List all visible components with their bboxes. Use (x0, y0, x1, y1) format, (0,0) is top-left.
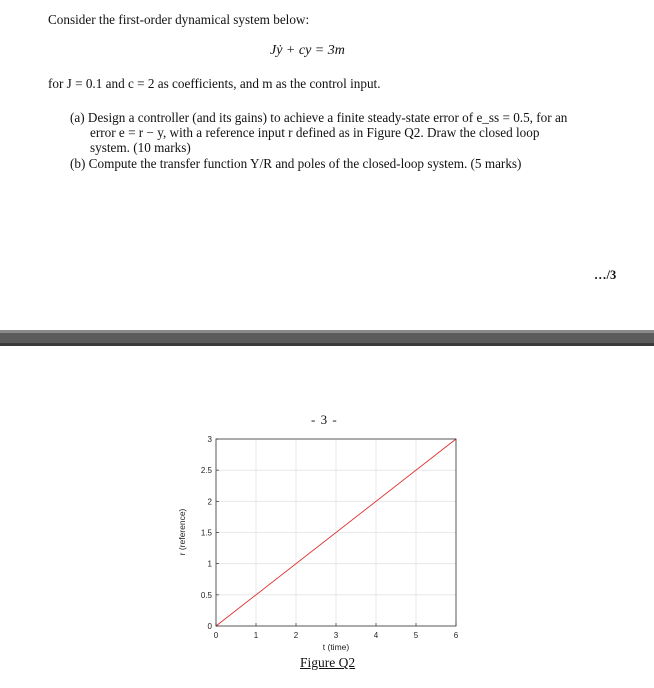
system-equation: Jẏ + cy = 3m (270, 43, 345, 58)
y-tick-label: 2 (207, 497, 212, 507)
y-tick-label: 1.5 (200, 528, 212, 538)
page-separator (0, 330, 654, 346)
page-continuation-marker: …/3 (594, 268, 617, 282)
part-a-line-3: system. (10 marks) (90, 140, 191, 155)
y-tick-label: 0 (207, 622, 212, 631)
x-tick-labels (214, 631, 459, 640)
page-number: - 3 - (311, 412, 338, 427)
x-tick-label: 1 (253, 631, 259, 640)
part-a-line-2: error e = r − y, with a reference input r defined as in Figure Q2. Draw the closed loop (90, 125, 540, 140)
y-tick-label: 2.5 (200, 466, 212, 476)
y-tick-label: 0.5 (200, 590, 212, 600)
y-tick-label: 3 (207, 435, 212, 444)
x-tick-label: 5 (413, 631, 419, 640)
x-axis-label: t (time) (322, 642, 350, 652)
y-tick-labels (201, 435, 213, 631)
figure-caption: Figure Q2 (300, 655, 356, 670)
y-axis-label: r (reference) (177, 508, 187, 556)
figure-q2-chart (0, 346, 654, 688)
x-tick-label: 0 (213, 631, 219, 640)
question-intro: Consider the first-order dynamical system below: (48, 12, 310, 27)
x-tick-label: 6 (453, 631, 459, 640)
x-tick-label: 4 (373, 631, 379, 640)
part-b: (b) Compute the transfer function Y/R and poles of the closed-loop system. (5 marks) (70, 156, 522, 171)
x-tick-label: 3 (333, 631, 339, 640)
part-a-line-1: (a) Design a controller (and its gains) to achieve a finite steady-state error of e_ss = 0.5, for an (70, 110, 568, 125)
document-page-top (0, 0, 654, 330)
separator-highlight (0, 330, 654, 333)
y-tick-label: 1 (207, 559, 212, 569)
x-tick-label: 2 (293, 631, 299, 640)
coefficients-text: for J = 0.1 and c = 2 as coefficients, and m as the control input. (48, 76, 381, 91)
